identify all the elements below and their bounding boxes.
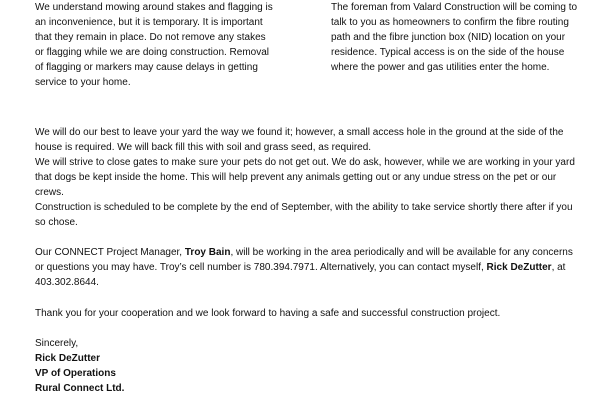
- schedule-paragraph: Construction is scheduled to be complete by the end of September, with the ability to take service shortly there after if you so chose.: [35, 202, 573, 228]
- manager-name: Troy Bain: [184, 247, 231, 258]
- contact-name: Rick DeZutter: [486, 262, 552, 273]
- contact-paragraph: [35, 245, 580, 290]
- signer-company: Rural Connect Ltd.: [35, 383, 125, 394]
- signature-block: [35, 336, 124, 396]
- closing-salutation: Sincerely,: [35, 338, 79, 349]
- foreman-visit-paragraph: The foreman from Valard Construction will be coming to talk to you as homeowners to confirm the fibre routing path and the fibre junction box (NID) location on your residence. Typical access is on the side of the house where the power and gas utilities enter the home.: [331, 2, 578, 73]
- contact-text-part1: Our CONNECT Project Manager,: [35, 247, 185, 258]
- signer-name: Rick DeZutter: [35, 353, 101, 364]
- signer-title: VP of Operations: [35, 368, 116, 379]
- yard-paragraph-block: [35, 125, 580, 200]
- gates-pets-paragraph: We will strive to close gates to make sure your pets do not get out. We do ask, however, while we are working in your yard that dogs be kept inside the home. This will help prevent any animals getting out or any undue stress on the pet or our crews.: [35, 157, 575, 198]
- contact-text-part3: , at 403.302.8644.: [35, 262, 566, 288]
- thanks-paragraph: Thank you for your cooperation and we look forward to having a safe and successful construction project.: [35, 308, 501, 319]
- stakes-flagging-paragraph: We understand mowing around stakes and flagging is an inconvenience, but it is temporary. It is important that they remain in place. Do not remove any stakes or flagging while we are doing construction. Removal of flagging or markers may cause delays in getting service to your home.: [35, 2, 273, 88]
- contact-text-part2: , will be working in the area periodically and will be available for any concerns or questions you may have. Troy’s cell number is 780.394.7971. Alternatively, you can contact myself,: [35, 247, 573, 273]
- yard-access-paragraph: We will do our best to leave your yard the way we found it; however, a small access hole in the ground at the side of the house is required. We will back fill this with soil and grass seed, as required.: [35, 127, 564, 153]
